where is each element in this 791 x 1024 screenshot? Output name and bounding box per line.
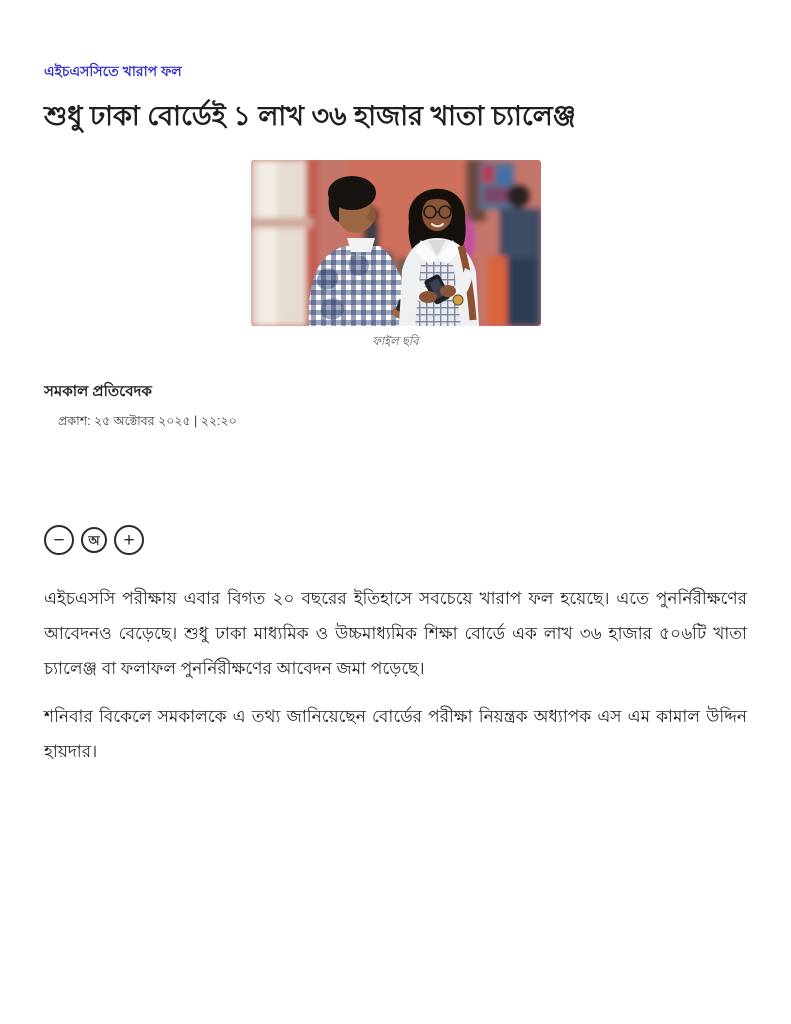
article-photo <box>251 160 541 326</box>
article-body <box>44 581 747 769</box>
article-content <box>44 0 747 769</box>
font-decrease-button[interactable]: − <box>44 525 74 555</box>
category-link[interactable]: এইচএসসিতে খারাপ ফল <box>44 63 182 79</box>
published-timestamp: প্রকাশ: ২৫ অক্টোবর ২০২৫ | ২২:২০ <box>58 414 237 429</box>
image-caption: ফাইল ছবি <box>372 336 419 349</box>
article-headline: শুধু ঢাকা বোর্ডেই ১ লাখ ৩৬ হাজার খাতা চ্যালেঞ্জ <box>44 101 576 131</box>
font-letter-button[interactable]: অ <box>81 527 107 553</box>
font-increase-button[interactable]: + <box>114 525 144 555</box>
font-size-controls <box>44 525 747 555</box>
article-paragraph: এইচএসসি পরীক্ষায় এবার বিগত ২০ বছরের ইতিহাসে সবচেয়ে খারাপ ফল হয়েছে। এতে পুনর্নিরীক্ষণের আবেদনও বেড়েছে। শুধু ঢাকা মাধ্যমিক ও উচ্চমাধ্যমিক শিক্ষা বোর্ডে এক লাখ ৩৬ হাজার ৫০৬টি খাতা চ্যালেঞ্জ বা ফলাফল পুনর্নিরীক্ষণের আবেদন জমা পড়েছে। <box>44 589 747 679</box>
article-figure <box>251 160 541 352</box>
author-byline: সমকাল প্রতিবেদক <box>44 383 152 401</box>
article-photo-illustration <box>251 160 541 326</box>
article-paragraph: শনিবার বিকেলে সমকালকে এ তথ্য জানিয়েছেন বোর্ডের পরীক্ষা নিয়ন্ত্রক অধ্যাপক এস এম কামাল উদ্দিন হায়দার। <box>44 707 747 762</box>
